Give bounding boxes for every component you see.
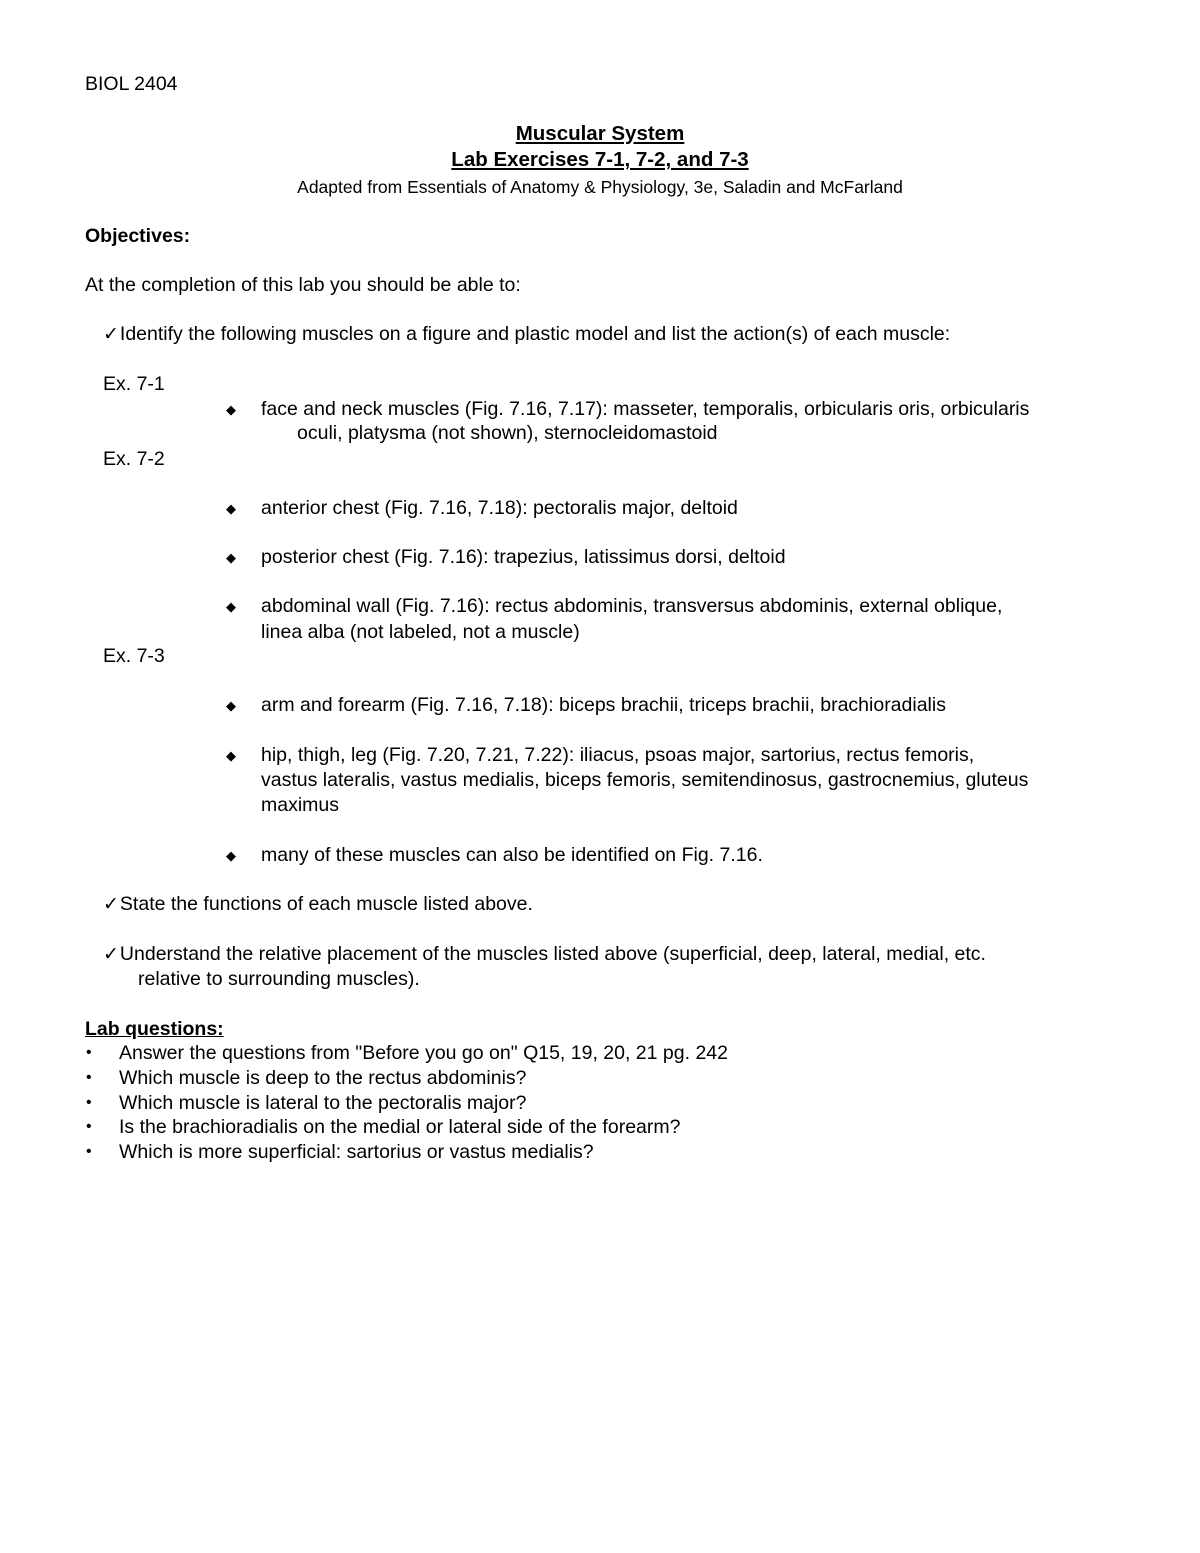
objective-placement-cont: relative to surrounding muscles). <box>138 968 420 990</box>
muscle-item-arm-forearm: arm and forearm (Fig. 7.16, 7.18): biceps brachii, triceps brachii, brachioradialis <box>261 694 946 716</box>
diamond-bullet-icon: ◆ <box>226 501 236 516</box>
muscle-item-abdominal-wall-cont: linea alba (not labeled, not a muscle) <box>261 621 580 643</box>
muscle-item-face-neck-cont: oculi, platysma (not shown), sternocleidomastoid <box>297 422 718 444</box>
exercise-label-7-1: Ex. 7-1 <box>103 373 165 395</box>
source-attribution: Adapted from Essentials of Anatomy & Physiology, 3e, Saladin and McFarland <box>297 177 903 197</box>
bullet-icon: • <box>86 1118 92 1135</box>
bullet-icon: • <box>86 1044 92 1061</box>
diamond-bullet-icon: ◆ <box>226 698 236 713</box>
bullet-icon: • <box>86 1069 92 1086</box>
muscle-item-abdominal-wall: abdominal wall (Fig. 7.16): rectus abdominis, transversus abdominis, external oblique, <box>261 595 1003 617</box>
diamond-bullet-icon: ◆ <box>226 848 236 863</box>
lab-questions-heading: Lab questions: <box>85 1018 224 1040</box>
objective-placement <box>103 942 986 967</box>
objective-placement-text: Understand the relative placement of the muscles listed above (superficial, deep, lateral, medial, etc. <box>119 943 986 965</box>
checkmark-icon: ✓ <box>103 894 119 915</box>
diamond-bullet-icon: ◆ <box>226 402 236 417</box>
muscle-item-hip-thigh-leg: hip, thigh, leg (Fig. 7.20, 7.21, 7.22): iliacus, psoas major, sartorius, rectus femoris, <box>261 744 975 766</box>
exercise-label-7-3: Ex. 7-3 <box>103 645 165 667</box>
objective-functions <box>103 892 533 917</box>
muscle-item-hip-thigh-leg-cont: vastus lateralis, vastus medialis, biceps femoris, semitendinosus, gastrocnemius, gluteus <box>261 769 1029 791</box>
objective-identify-text: Identify the following muscles on a figure and plastic model and list the action(s) of each muscle: <box>119 323 951 345</box>
document-title: Muscular System <box>515 122 685 145</box>
diamond-bullet-icon: ◆ <box>226 748 236 763</box>
diamond-bullet-icon: ◆ <box>226 599 236 614</box>
muscle-item-anterior-chest: anterior chest (Fig. 7.16, 7.18): pectoralis major, deltoid <box>261 497 738 519</box>
objectives-heading: Objectives: <box>85 225 191 247</box>
exercise-label-7-2: Ex. 7-2 <box>103 448 165 470</box>
muscle-item-note: many of these muscles can also be identified on Fig. 7.16. <box>261 844 763 866</box>
muscle-item-hip-thigh-leg-cont2: maximus <box>261 794 340 816</box>
bullet-icon: • <box>86 1143 92 1160</box>
checkmark-icon: ✓ <box>103 324 119 345</box>
lab-question-5: Which is more superficial: sartorius or vastus medialis? <box>119 1141 594 1163</box>
checkmark-icon: ✓ <box>103 944 119 965</box>
muscle-item-face-neck: face and neck muscles (Fig. 7.16, 7.17): masseter, temporalis, orbicularis oris, orbicularis <box>261 398 1030 420</box>
objective-functions-text: State the functions of each muscle listed above. <box>119 893 533 915</box>
lab-question-2: Which muscle is deep to the rectus abdominis? <box>119 1067 527 1089</box>
objectives-intro: At the completion of this lab you should be able to: <box>85 274 521 296</box>
muscle-item-posterior-chest: posterior chest (Fig. 7.16): trapezius, latissimus dorsi, deltoid <box>261 546 786 568</box>
lab-question-1: Answer the questions from "Before you go on" Q15, 19, 20, 21 pg. 242 <box>119 1042 728 1064</box>
document-subtitle: Lab Exercises 7-1, 7-2, and 7-3 <box>451 148 749 171</box>
lab-question-3: Which muscle is lateral to the pectoralis major? <box>119 1092 527 1114</box>
bullet-icon: • <box>86 1094 92 1111</box>
lab-question-4: Is the brachioradialis on the medial or lateral side of the forearm? <box>119 1116 681 1138</box>
objective-identify <box>103 322 950 347</box>
diamond-bullet-icon: ◆ <box>226 550 236 565</box>
course-code: BIOL 2404 <box>85 73 178 95</box>
